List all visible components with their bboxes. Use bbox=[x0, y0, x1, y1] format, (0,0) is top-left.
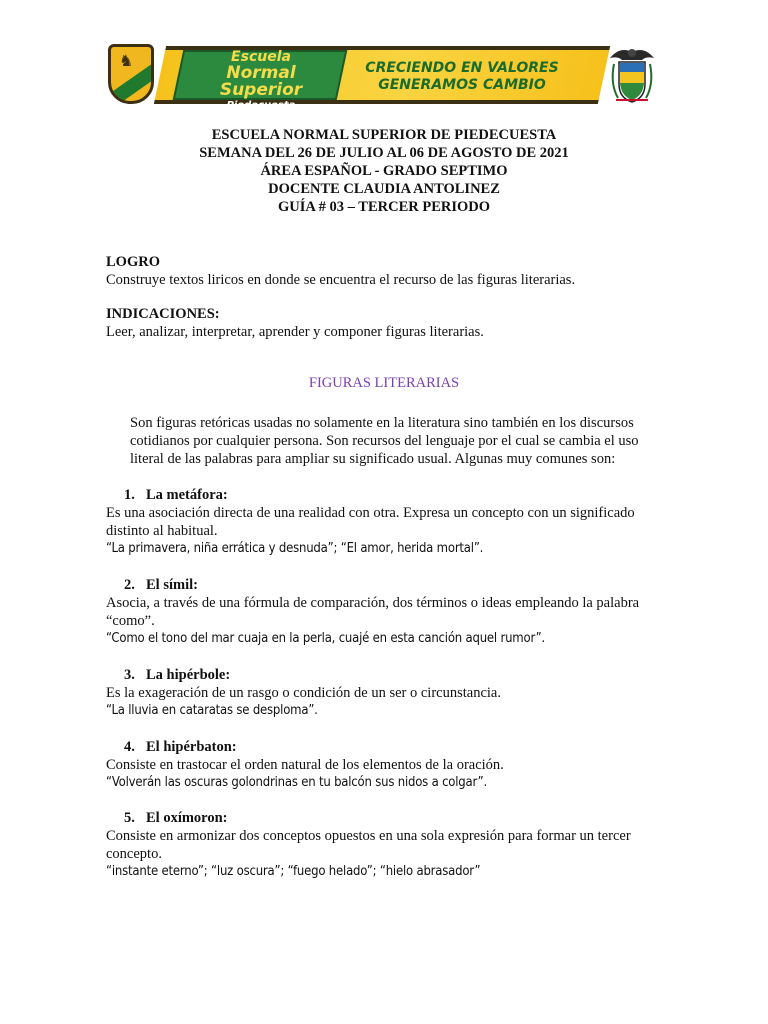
motto-line2: GENERAMOS CAMBIO bbox=[378, 77, 546, 93]
banner-school-line1: Escuela bbox=[231, 49, 291, 65]
figure-name: La metáfora: bbox=[146, 487, 228, 503]
figure-heading bbox=[124, 738, 237, 756]
figure-heading bbox=[124, 666, 230, 684]
figure-example: “Como el tono del mar cuaja en la perla, cuajé en esta canción aquel rumor”. bbox=[106, 631, 545, 646]
figure-number: 1. bbox=[124, 487, 135, 503]
intro-line3: literal de las palabras para ampliar su significado usual. Algunas muy comunes son: bbox=[130, 451, 616, 467]
figure-example: “La primavera, niña errática y desnuda”; “El amor, herida mortal”. bbox=[106, 541, 484, 556]
figure-number: 4. bbox=[124, 739, 135, 755]
title-line5: GUÍA # 03 – TERCER PERIODO bbox=[277, 199, 491, 215]
indicaciones-label: INDICACIONES: bbox=[106, 306, 220, 322]
figure-desc-line2: distinto al habitual. bbox=[106, 523, 218, 539]
motto-line1: CRECIENDO EN VALORES bbox=[365, 60, 559, 76]
figure-number: 2. bbox=[124, 577, 135, 593]
lion-icon: ♞ bbox=[119, 51, 134, 70]
figure-desc-line2: concepto. bbox=[106, 846, 162, 862]
school-shield-logo bbox=[108, 44, 154, 104]
figure-heading bbox=[124, 576, 198, 594]
intro-line1: Son figuras retóricas usadas no solamente en la literatura sino también en los discursos bbox=[130, 415, 634, 431]
banner-school-name bbox=[186, 50, 336, 111]
logro-text: Construye textos liricos en donde se encuentra el recurso de las figuras literarias. bbox=[106, 272, 576, 288]
title-line1: ESCUELA NORMAL SUPERIOR DE PIEDECUESTA bbox=[211, 127, 557, 143]
figure-heading bbox=[124, 809, 228, 827]
figure-name: El símil: bbox=[146, 577, 198, 593]
figure-desc-line1: Consiste en trastocar el orden natural de los elementos de la oración. bbox=[106, 757, 504, 773]
document-title bbox=[0, 126, 768, 216]
figure-desc-line1: Es una asociación directa de una realidad con otra. Expresa un concepto con un significado bbox=[106, 505, 635, 521]
indicaciones-text: Leer, analizar, interpretar, aprender y componer figuras literarias. bbox=[106, 324, 484, 340]
figure-name: El oxímoron: bbox=[146, 810, 228, 826]
title-line3: ÁREA ESPAÑOL - GRADO SEPTIMO bbox=[260, 163, 508, 179]
figure-desc-line1: Es la exageración de un rasgo o condición de un ser o circunstancia. bbox=[106, 685, 501, 701]
figure-desc-line1: Consiste en armonizar dos conceptos opuestos en una sola expresión para formar un tercer bbox=[106, 828, 631, 844]
logro-label: LOGRO bbox=[106, 254, 160, 270]
banner-motto bbox=[350, 60, 574, 94]
title-line4: DOCENTE CLAUDIA ANTOLINEZ bbox=[268, 181, 500, 197]
figure-example: “Volverán las oscuras golondrinas en tu balcón sus nidos a colgar”. bbox=[106, 775, 488, 790]
figure-example: “La lluvia en cataratas se desploma”. bbox=[106, 703, 318, 718]
figure-example: “instante eterno”; “luz oscura”; “fuego helado”; “hielo abrasador” bbox=[106, 864, 481, 879]
banner-school-line3: Piedecuesta bbox=[226, 100, 296, 111]
banner-school-line2: Normal Superior bbox=[219, 63, 303, 100]
figure-heading bbox=[124, 486, 228, 504]
intro-line2: cotidianos por cualquier persona. Son recursos del lenguaje por el cual se cambia el uso bbox=[130, 433, 639, 449]
figure-name: La hipérbole: bbox=[146, 667, 231, 683]
figure-number: 5. bbox=[124, 810, 135, 826]
figure-desc-line2: “como”. bbox=[106, 613, 155, 629]
figure-number: 3. bbox=[124, 667, 135, 683]
figure-name: El hipérbaton: bbox=[146, 739, 237, 755]
title-line2: SEMANA DEL 26 DE JULIO AL 06 DE AGOSTO DE 2021 bbox=[199, 145, 569, 161]
colombia-coat-of-arms-icon bbox=[606, 44, 658, 106]
section-title: FIGURAS LITERARIAS bbox=[308, 375, 460, 391]
figure-desc-line1: Asocia, a través de una fórmula de comparación, dos términos o ideas empleando la palabra bbox=[106, 595, 640, 611]
